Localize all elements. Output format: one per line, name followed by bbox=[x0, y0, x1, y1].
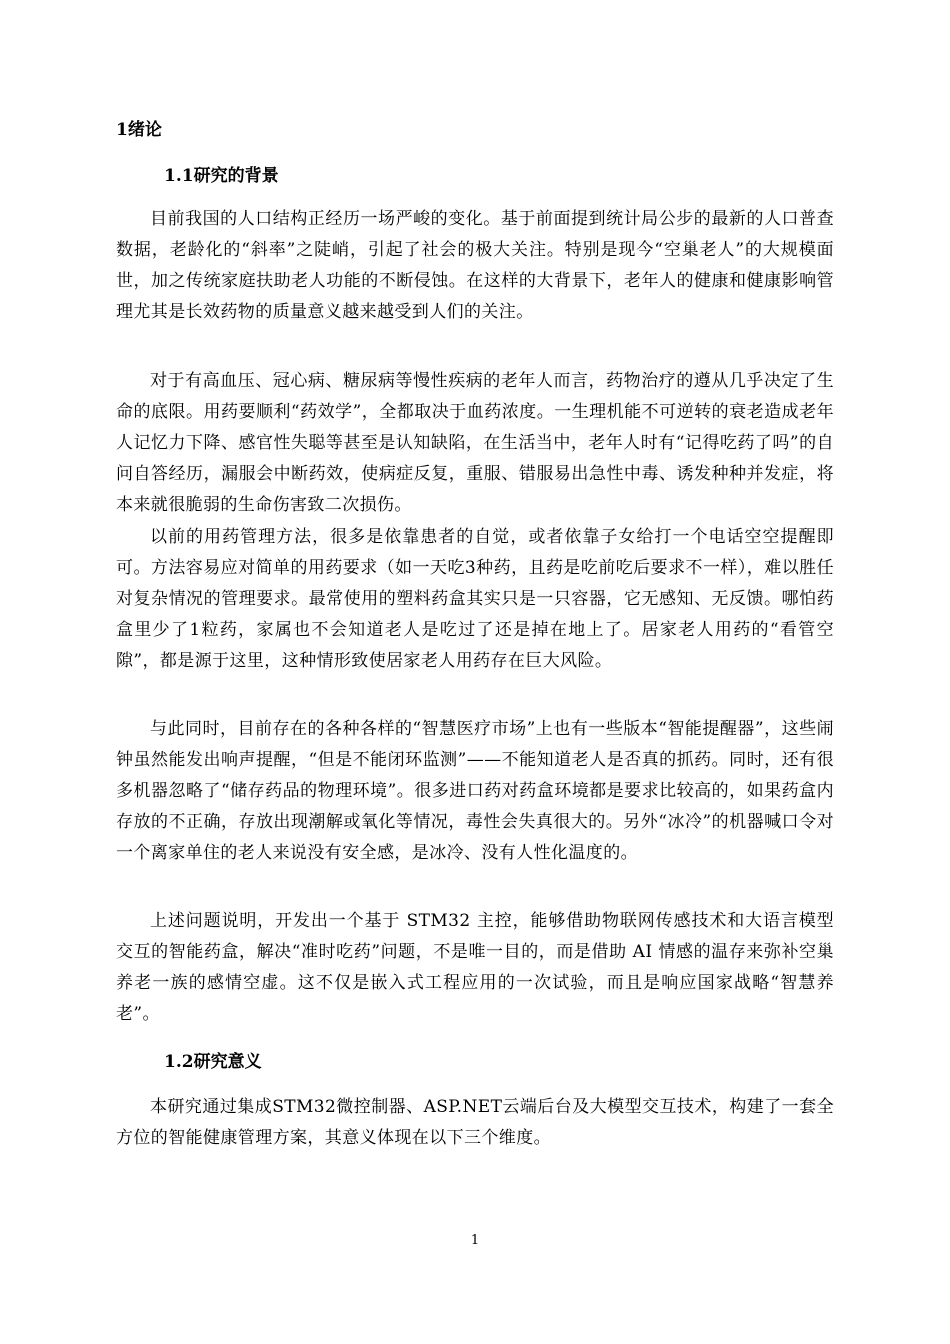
paragraph: 目前我国的人口结构正经历一场严峻的变化。基于前面提到统计局公步的最新的人口普查数据，老龄化的“斜率”之陡峭，引起了社会的极大关注。特别是现今“空巢老人”的大规模面世，加之传统家庭扶助老人功能的不断侵蚀。在这样的大背景下，老年人的健康和健康影响管理尤其是长效药物的质量意义越来越受到人们的关注。 bbox=[116, 209, 834, 322]
paragraph: 对于有高血压、冠心病、糖尿病等慢性疾病的老年人而言，药物治疗的遵从几乎决定了生命的底限。用药要顺利“药效学”，全都取决于血药浓度。一生理机能不可逆转的衰老造成老年人记忆力下降、感官性失聪等甚至是认知缺陷，在生活当中，老年人时有“记得吃药了吗”的自问自答经历，漏服会中断药效，使病症反复，重服、错服易出急性中毒、诱发种种并发症，将本来就很脆弱的生命伤害致二次损伤。 bbox=[116, 371, 834, 515]
page-number: 1 bbox=[470, 1233, 480, 1248]
paragraph: 上述问题说明，开发出一个基于 STM32 主控，能够借助物联网传感技术和大语言模型交互的智能药盒，解决“准时吃药”问题，不是唯一目的，而是借助 AI 情感的温存来弥补空巢养老一族的感情空虚。这不仅是嵌入式工程应用的一次试验，而且是响应国家战略“智慧养老”。 bbox=[116, 911, 834, 1024]
section-heading-background: 1.1研究的背景 bbox=[164, 166, 279, 186]
section-heading-significance: 1.2研究意义 bbox=[164, 1052, 262, 1072]
chapter-title: 1绪论 bbox=[116, 120, 162, 140]
paragraph: 与此同时，目前存在的各种各样的“智慧医疗市场”上也有一些版本“智能提醒器”，这些闹钟虽然能发出响声提醒，“但是不能闭环监测”——不能知道老人是否真的抓药。同时，还有很多机器忽略了“储存药品的物理环境”。很多进口药对药盒环境都是要求比较高的，如果药盒内存放的不正确，存放出现潮解或氧化等情况，毒性会失真很大的。另外“冰冷”的机器喊口令对一个离家单住的老人来说没有安全感，是冰冷、没有人性化温度的。 bbox=[116, 719, 834, 863]
paragraph: 以前的用药管理方法，很多是依靠患者的自觉，或者依靠子女给打一个电话空空提醒即可。方法容易应对简单的用药要求（如一天吃3种药，且药是吃前吃后要求不一样），难以胜任对复杂情况的管理要求。最常使用的塑料药盒其实只是一只容器，它无感知、无反馈。哪怕药盒里少了1粒药，家属也不会知道老人是吃过了还是掉在地上了。居家老人用药的“看管空隙”，都是源于这里，这种情形致使居家老人用药存在巨大风险。 bbox=[116, 527, 834, 671]
paragraph: 本研究通过集成STM32微控制器、ASP.NET云端后台及大模型交互技术，构建了一套全方位的智能健康管理方案，其意义体现在以下三个维度。 bbox=[116, 1097, 834, 1148]
